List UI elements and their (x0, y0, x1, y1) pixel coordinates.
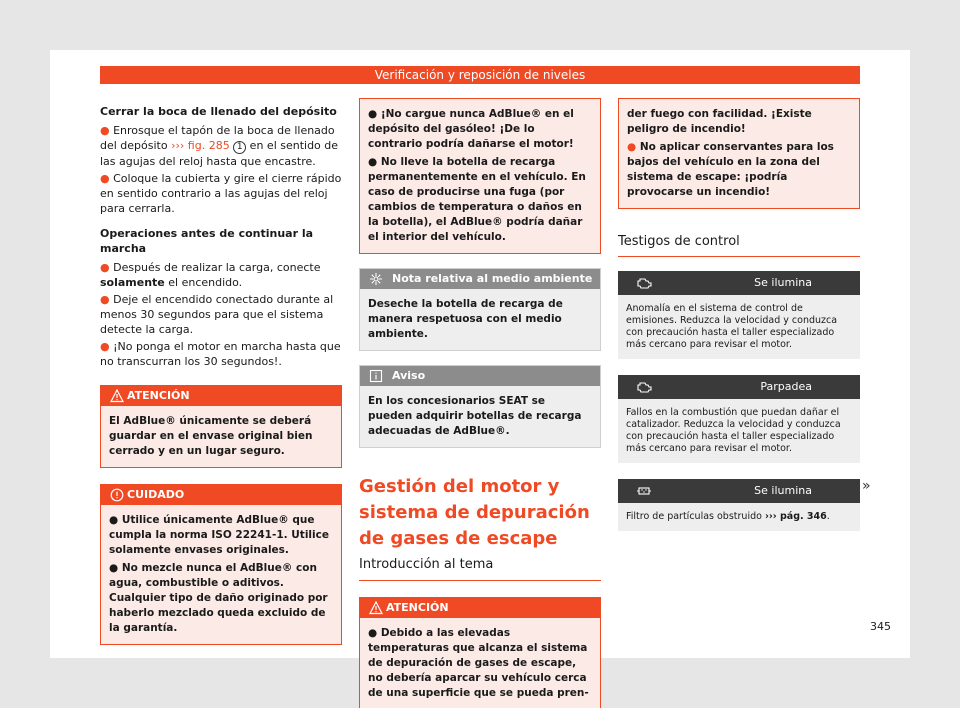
particle-filter-icon (636, 484, 652, 498)
notice-title: Aviso (360, 366, 600, 386)
warning-body: El AdBlue® únicamente se deberá guardar en el envase original bien cerrado y en un lugar seguro. (101, 406, 341, 467)
warning-light-block-2 (618, 375, 860, 463)
list-item: ● Enrosque el tapón de la boca de llenado del depósito ››› fig. 285 1 en el sentido de las agujas del reloj hasta que encastre. (100, 124, 339, 168)
warning-light-description: Anomalía en el sistema de control de emisiones. Reduzca la velocidad y conduzca con precaución hasta el taller especializado más cercano para revisar el motor. (618, 295, 860, 359)
engine-icon (636, 380, 652, 394)
list-item: ● No lleve la botella de recarga permanentemente en el vehículo. En caso de producirse una fuga (por cambios de temperatura o daños en la botella), el AdBlue® podría dañar el interior del vehículo. (368, 156, 586, 243)
list-item: ● Coloque la cubierta y gire el cierre rápido en sentido contrario a las agujas del reloj para cerrarla. (100, 172, 342, 215)
environment-note-body: Deseche la botella de recarga de manera respetuosa con el medio ambiente. (360, 289, 600, 350)
warning-light-description: Filtro de partículas obstruido ››› pág. 346. (618, 503, 860, 531)
warning-light-header: Parpadea (618, 375, 860, 399)
info-icon (369, 369, 383, 383)
warning-light-block-3 (618, 479, 860, 531)
bullet-icon: ● (627, 141, 637, 153)
callout-number: 1 (233, 141, 246, 154)
environment-note-title: Nota relativa al medio ambiente (360, 269, 600, 289)
warning-box-2 (359, 597, 601, 708)
environment-leaf-icon (369, 272, 383, 286)
column-3 (618, 98, 860, 531)
caution-box (100, 484, 342, 645)
warning-triangle-icon (369, 601, 383, 615)
section-subtitle: Introducción al tema (359, 556, 601, 581)
bullet-icon: ● (100, 124, 110, 137)
notice-box (359, 365, 601, 448)
page-link[interactable]: ››› pág. 346 (764, 511, 827, 522)
warning-box-continued-2 (618, 98, 860, 209)
environment-note-box (359, 268, 601, 351)
warning-box (100, 385, 342, 468)
list-item: ● Utilice únicamente AdBlue® que cumpla la norma ISO 22241-1. Utilice solamente envases originales. (109, 514, 329, 556)
warning-light-description: Fallos en la combustión que puedan dañar el catalizador. Reduzca la velocidad y conduzca con precaución hasta el taller especializado más cercano para revisar el motor. (618, 399, 860, 463)
bullet-icon: ● (100, 340, 110, 353)
warning-light-header: Se ilumina (618, 271, 860, 295)
heading-before-driving: Operaciones antes de continuar la marcha (100, 227, 314, 255)
list-item: ● Deje el encendido conectado durante al menos 30 segundos para que el sistema detecte la carga. (100, 293, 334, 336)
column-1 (100, 98, 342, 645)
warning-title-2: ATENCIÓN (360, 598, 600, 618)
engine-icon (636, 276, 652, 290)
figure-link[interactable]: ››› fig. 285 (171, 139, 230, 152)
section-title: Gestión del motor y sistema de depuración de gases de escape (359, 476, 590, 549)
caution-body (101, 505, 341, 644)
list-item: ● ¡No ponga el motor en marcha hasta que no transcurran los 30 segundos!. (100, 340, 341, 368)
warning-light-header: Se ilumina (618, 479, 860, 503)
warning-light-block-1 (618, 271, 860, 359)
list-item: ● No aplicar conservantes para los bajos del vehículo en la zona del sistema de escape: ¡podría provocarse un incendio! (627, 141, 834, 198)
list-item: ● No mezcle nunca el AdBlue® con agua, combustible o aditivos. Cualquier tipo de daño originado por haberlo mezclado queda excluido de la garantía. (109, 562, 328, 634)
bullet-icon: ● (100, 293, 110, 306)
page-header: Verificación y reposición de niveles (100, 66, 860, 84)
continue-marker: » (862, 478, 871, 494)
bullet-icon: ● (100, 261, 110, 274)
page-number: 345 (870, 620, 891, 633)
warning-title: ATENCIÓN (101, 386, 341, 406)
notice-body: En los concesionarios SEAT se pueden adquirir botellas de recarga adecuadas de AdBlue®. (360, 386, 600, 447)
list-item: ● Después de realizar la carga, conecte solamente el encendido. (100, 261, 321, 289)
warning-body-2: ● Debido a las elevadas temperaturas que alcanza el sistema de depuración de gases de escape, no debería aparcar su vehículo cerca de una superficie que se pueda pren- (360, 618, 600, 708)
heading-close-filler: Cerrar la boca de llenado del depósito (100, 105, 337, 118)
warning-box-continued (359, 98, 601, 254)
warning-continued-body-2: der fuego con facilidad. ¡Existe peligro de incendio! ● No aplicar conservantes para los bajos del vehículo en la zona del sistema de escape: ¡podría provocarse un incendio! (619, 99, 859, 208)
section-title-lights: Testigos de control (618, 233, 860, 257)
warning-continued-body (360, 99, 600, 253)
caution-circle-icon (110, 488, 124, 502)
list-item: ● ¡No cargue nunca AdBlue® en el depósito del gasóleo! ¡De lo contrario podría dañarse el motor! (368, 108, 574, 150)
caution-title: CUIDADO (101, 485, 341, 505)
bullet-icon: ● (100, 172, 110, 185)
column-2 (359, 98, 601, 708)
warning-triangle-icon (110, 389, 124, 403)
